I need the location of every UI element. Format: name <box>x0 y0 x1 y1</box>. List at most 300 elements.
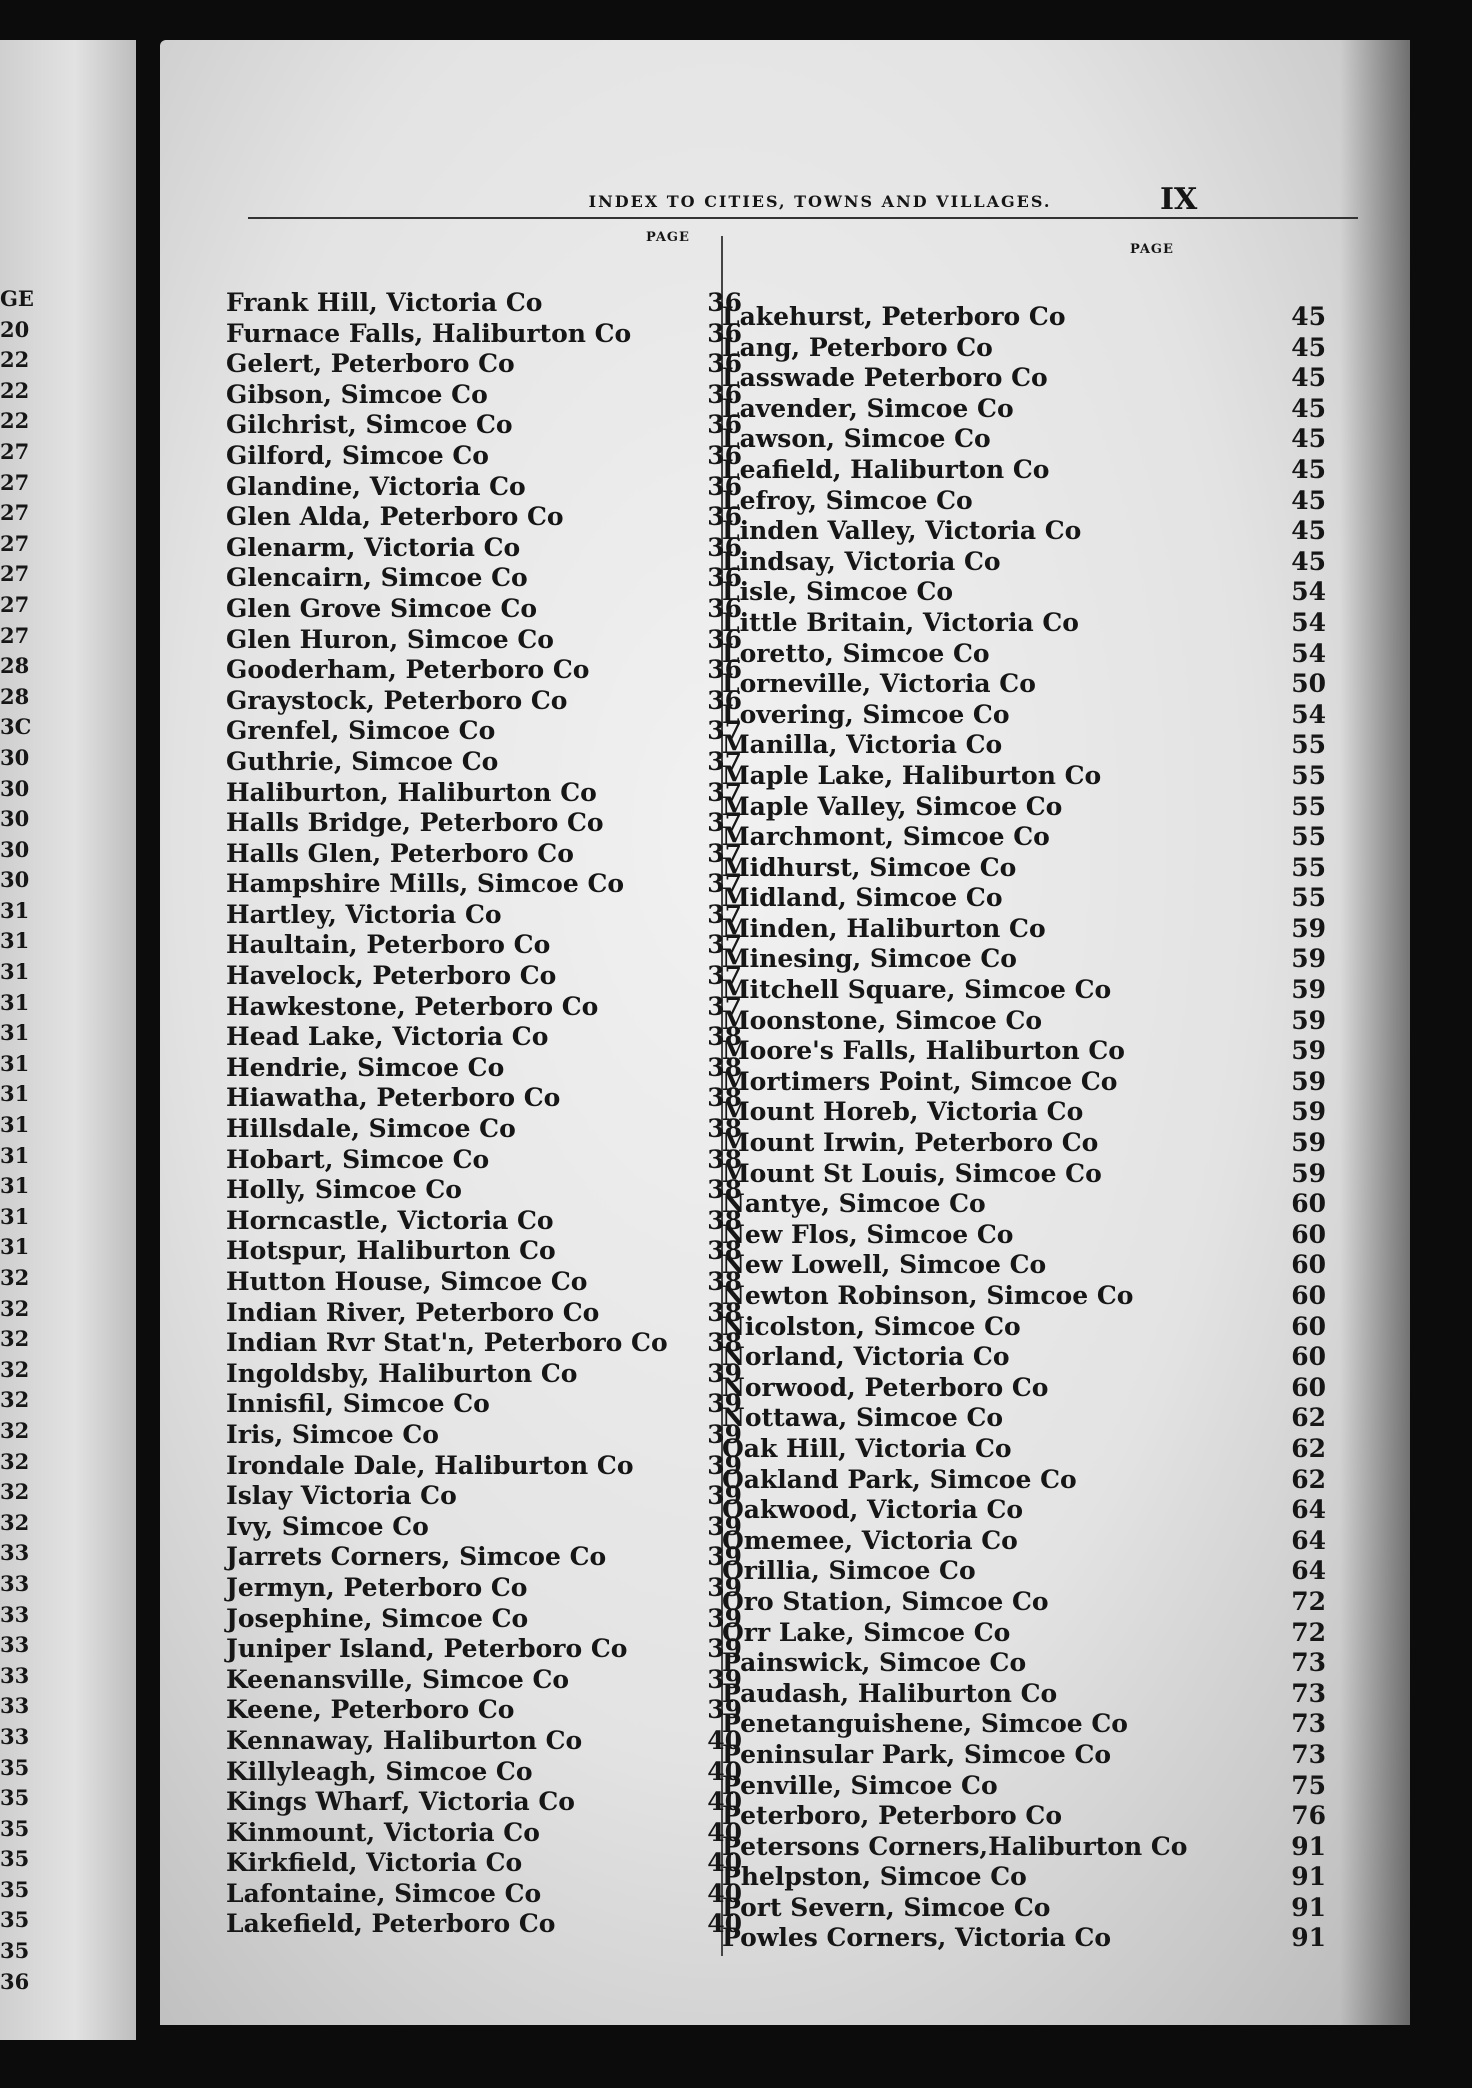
place-name: Furnace Falls, Haliburton Co <box>226 318 632 348</box>
index-entry <box>722 914 1352 945</box>
facing-page-numbers <box>0 284 34 1997</box>
place-name: Lafontaine, Simcoe Co <box>226 1878 542 1908</box>
page-ref: 39 <box>707 1481 742 1511</box>
page-ref: 40 <box>707 1878 742 1908</box>
facing-page-number: 31 <box>0 959 30 985</box>
facing-page-number: 30 <box>0 806 30 832</box>
index-entry <box>722 1526 1352 1557</box>
index-entry <box>722 1281 1352 1312</box>
index-entry <box>722 1189 1352 1220</box>
place-name: Paudash, Haliburton Co <box>722 1678 1058 1708</box>
page-ref: 75 <box>1291 1770 1326 1800</box>
place-name: Kinmount, Victoria Co <box>226 1817 540 1847</box>
facing-page-number: 28 <box>0 653 30 679</box>
place-name: Norwood, Peterboro Co <box>722 1372 1049 1402</box>
page-ref: 54 <box>1291 577 1326 607</box>
index-entry <box>226 624 742 656</box>
index-entry <box>226 1725 742 1757</box>
index-entry <box>722 639 1352 670</box>
page-ref: 38 <box>707 1083 742 1113</box>
facing-page-number: 32 <box>0 1295 30 1321</box>
page-ref: 36 <box>707 593 742 623</box>
page-ref: 38 <box>707 1175 742 1205</box>
index-entry <box>226 1787 742 1818</box>
page-ref: 45 <box>1291 485 1326 515</box>
index-entry <box>722 944 1352 975</box>
page-ref: 36 <box>707 502 742 532</box>
facing-page-number: 33 <box>0 1570 30 1596</box>
place-name: Minden, Haliburton Co <box>722 913 1046 943</box>
page-ref: 40 <box>707 1848 742 1878</box>
facing-page-number: 33 <box>0 1723 30 1749</box>
place-name: Moonstone, Simcoe Co <box>722 1005 1043 1035</box>
page-ref: 76 <box>1291 1801 1326 1831</box>
facing-page-number: 22 <box>0 377 30 403</box>
page-ref: 36 <box>707 349 742 379</box>
index-entry <box>722 1128 1352 1159</box>
place-name: Kings Wharf, Victoria Co <box>226 1787 575 1817</box>
index-entry <box>226 1389 742 1420</box>
page-ref: 60 <box>1291 1250 1326 1280</box>
place-name: Frank Hill, Victoria Co <box>226 288 543 317</box>
index-entry <box>722 363 1352 394</box>
facing-page-number: 27 <box>0 438 30 464</box>
place-name: Oro Station, Simcoe Co <box>722 1586 1049 1616</box>
page-ref: 37 <box>707 991 742 1021</box>
page-ref: 62 <box>1291 1433 1326 1463</box>
index-entry <box>722 761 1352 792</box>
page-ref: 64 <box>1291 1495 1326 1525</box>
place-name: Nicolston, Simcoe Co <box>722 1311 1021 1341</box>
facing-page-number: 35 <box>0 1846 30 1872</box>
page-ref: 91 <box>1291 1923 1326 1953</box>
facing-page-number: 36 <box>0 1968 30 1994</box>
index-entry <box>722 1465 1352 1496</box>
place-name: Nottawa, Simcoe Co <box>722 1403 1004 1433</box>
page-ref: 91 <box>1291 1831 1326 1861</box>
page-ref: 91 <box>1291 1862 1326 1892</box>
page-ref: 39 <box>707 1358 742 1388</box>
page-ref: 36 <box>707 410 742 440</box>
index-entry <box>226 1817 742 1849</box>
facing-page-number: 35 <box>0 1815 30 1841</box>
index-entry <box>226 1052 742 1084</box>
index-entry <box>722 516 1352 547</box>
index-entry <box>226 655 742 686</box>
page-ref: 50 <box>1291 669 1326 699</box>
index-entry <box>226 288 742 319</box>
place-name: Orillia, Simcoe Co <box>722 1556 976 1586</box>
page-ref: 72 <box>1291 1617 1326 1647</box>
facing-page-number: 27 <box>0 469 30 495</box>
facing-page-number: 35 <box>0 1754 30 1780</box>
index-entry <box>722 1618 1352 1649</box>
facing-page-number: 33 <box>0 1632 30 1658</box>
index-entry <box>226 685 742 717</box>
place-name: Maple Lake, Haliburton Co <box>722 760 1102 790</box>
place-name: Glencairn, Simcoe Co <box>226 563 528 593</box>
page-ref: 59 <box>1291 1066 1326 1096</box>
page-ref: 45 <box>1291 454 1326 484</box>
page-ref: 36 <box>707 532 742 562</box>
place-name: Innisfil, Simcoe Co <box>226 1389 490 1419</box>
index-entry <box>226 1358 742 1390</box>
page-ref: 45 <box>1291 424 1326 454</box>
place-name: Iris, Simcoe Co <box>226 1419 439 1449</box>
facing-page-number: 31 <box>0 1173 30 1199</box>
page-ref: 64 <box>1291 1525 1326 1555</box>
facing-page-number: 32 <box>0 1417 30 1443</box>
index-entry <box>722 1312 1352 1343</box>
index-entry <box>226 1175 742 1206</box>
index-entry <box>226 440 742 472</box>
place-name: Gilchrist, Simcoe Co <box>226 410 513 440</box>
page-ref: 36 <box>707 655 742 685</box>
index-entry <box>226 716 742 747</box>
index-entry <box>722 1067 1352 1098</box>
page-ref: 38 <box>707 1052 742 1082</box>
place-name: Lindsay, Victoria Co <box>722 546 1001 576</box>
place-name: Hartley, Victoria Co <box>226 899 502 929</box>
page-column-label-left: PAGE <box>646 230 690 245</box>
index-entry <box>722 1006 1352 1037</box>
place-name: Powles Corners, Victoria Co <box>722 1923 1112 1953</box>
place-name: Lisle, Simcoe Co <box>722 577 954 607</box>
place-name: Nantye, Simcoe Co <box>722 1189 986 1219</box>
facing-page-number: 31 <box>0 1112 30 1138</box>
index-entry <box>226 869 742 900</box>
page-ref: 37 <box>707 746 742 776</box>
facing-page-number: 30 <box>0 775 30 801</box>
page-ref: 36 <box>707 563 742 593</box>
place-name: Lovering, Simcoe Co <box>722 699 1010 729</box>
page-ref: 38 <box>707 1328 742 1358</box>
page-ref: 59 <box>1291 1097 1326 1127</box>
place-name: Guthrie, Simcoe Co <box>226 746 499 776</box>
place-name: Glenarm, Victoria Co <box>226 532 521 562</box>
place-name: Gelert, Peterboro Co <box>226 349 515 379</box>
place-name: Killyleagh, Simcoe Co <box>226 1756 533 1786</box>
page-ref: 91 <box>1291 1892 1326 1922</box>
index-entry <box>722 1709 1352 1740</box>
page-ref: 36 <box>707 379 742 409</box>
facing-page-number: 32 <box>0 1387 30 1413</box>
index-entry <box>722 1771 1352 1802</box>
place-name: Hiawatha, Peterboro Co <box>226 1083 561 1113</box>
page-ref: 55 <box>1291 730 1326 760</box>
page-ref: 60 <box>1291 1189 1326 1219</box>
page-ref: 45 <box>1291 516 1326 546</box>
page-ref: 38 <box>707 1144 742 1174</box>
place-name: Holly, Simcoe Co <box>226 1175 462 1205</box>
index-entry <box>722 1097 1352 1128</box>
place-name: New Lowell, Simcoe Co <box>722 1250 1047 1280</box>
index-entry <box>226 746 742 778</box>
place-name: Lavender, Simcoe Co <box>722 393 1014 423</box>
place-name: Hutton House, Simcoe Co <box>226 1267 588 1296</box>
index-entry <box>722 1403 1352 1434</box>
running-header: INDEX TO CITIES, TOWNS AND VILLAGES. <box>588 192 1052 211</box>
facing-page-number: 33 <box>0 1693 30 1719</box>
place-name: Grenfel, Simcoe Co <box>226 716 496 746</box>
facing-page-number: 31 <box>0 1050 30 1076</box>
page-ref: 39 <box>707 1664 742 1694</box>
index-entry <box>722 1862 1352 1893</box>
facing-page-number: 27 <box>0 591 30 617</box>
facing-page-number: 20 <box>0 316 30 342</box>
index-entry <box>226 1878 742 1910</box>
index-entry <box>226 1664 742 1696</box>
index-entry <box>722 1036 1352 1067</box>
index-entry <box>226 1695 742 1726</box>
facing-page-number: 32 <box>0 1509 30 1535</box>
place-name: Havelock, Peterboro Co <box>226 961 557 991</box>
page-number: IX <box>1160 182 1198 217</box>
index-entry <box>226 1848 742 1879</box>
place-name: Little Britain, Victoria Co <box>722 607 1079 637</box>
index-entry <box>226 593 742 625</box>
index-entry <box>722 730 1352 761</box>
facing-page-edge <box>0 40 136 2040</box>
index-entry <box>226 991 742 1023</box>
place-name: Mount Irwin, Peterboro Co <box>722 1128 1099 1158</box>
facing-page-number: 32 <box>0 1356 30 1382</box>
place-name: Lang, Peterboro Co <box>722 332 993 362</box>
page-ref: 39 <box>707 1419 742 1449</box>
index-entry <box>722 1801 1352 1832</box>
index-entry <box>722 1679 1352 1710</box>
index-entry <box>226 1114 742 1145</box>
place-name: Indian Rvr Stat'n, Peterboro Co <box>226 1328 668 1358</box>
index-entry <box>226 1481 742 1512</box>
index-entry <box>722 1832 1352 1863</box>
place-name: Lakehurst, Peterboro Co <box>722 302 1066 331</box>
place-name: Haultain, Peterboro Co <box>226 930 551 960</box>
place-name: Halls Bridge, Peterboro Co <box>226 808 604 838</box>
place-name: Ingoldsby, Haliburton Co <box>226 1358 578 1388</box>
place-name: Ivy, Simcoe Co <box>226 1511 429 1541</box>
facing-page-number: 31 <box>0 1020 30 1046</box>
place-name: Haliburton, Haliburton Co <box>226 777 597 807</box>
index-entry <box>722 394 1352 425</box>
facing-page-number: 22 <box>0 408 30 434</box>
index-entry <box>226 563 742 594</box>
page-ref: 39 <box>707 1572 742 1602</box>
index-entry <box>722 1740 1352 1771</box>
facing-page-number: 28 <box>0 683 30 709</box>
facing-page-number: 31 <box>0 928 30 954</box>
index-entry <box>722 302 1352 333</box>
place-name: Linden Valley, Victoria Co <box>722 516 1082 546</box>
index-entry <box>722 1648 1352 1679</box>
facing-page-number: GE <box>0 286 34 311</box>
place-name: Mount St Louis, Simcoe Co <box>722 1158 1102 1188</box>
page-ref: 55 <box>1291 852 1326 882</box>
index-entry <box>722 1587 1352 1618</box>
facing-page-number: 27 <box>0 530 30 556</box>
facing-page-number: 31 <box>0 989 30 1015</box>
index-entry <box>722 486 1352 517</box>
index-entry <box>226 930 742 961</box>
place-name: Mount Horeb, Victoria Co <box>722 1097 1084 1127</box>
index-entry <box>722 1923 1352 1954</box>
facing-page-number: 30 <box>0 836 30 862</box>
place-name: Newton Robinson, Simcoe Co <box>722 1281 1134 1310</box>
page-ref: 38 <box>707 1022 742 1052</box>
page-ref: 73 <box>1291 1648 1326 1678</box>
place-name: Hotspur, Haliburton Co <box>226 1236 556 1266</box>
index-entry <box>722 700 1352 731</box>
page-ref: 45 <box>1291 302 1326 331</box>
place-name: Glen Grove Simcoe Co <box>226 593 538 623</box>
place-name: Jermyn, Peterboro Co <box>226 1572 528 1602</box>
facing-page-number: 27 <box>0 500 30 526</box>
facing-page-number: 27 <box>0 622 30 648</box>
page-ref: 59 <box>1291 975 1326 1005</box>
page-ref: 64 <box>1291 1556 1326 1586</box>
page-ref: 36 <box>707 318 742 348</box>
index-entry <box>722 883 1352 914</box>
page-ref: 54 <box>1291 607 1326 637</box>
facing-page-number: 35 <box>0 1785 30 1811</box>
page-ref: 39 <box>707 1511 742 1541</box>
page-ref: 36 <box>707 471 742 501</box>
place-name: Lorneville, Victoria Co <box>722 669 1036 699</box>
index-entry <box>722 1434 1352 1465</box>
page-ref: 45 <box>1291 546 1326 576</box>
index-entry <box>226 777 742 809</box>
page-ref: 73 <box>1291 1678 1326 1708</box>
facing-page-number: 27 <box>0 561 30 587</box>
page-ref: 59 <box>1291 944 1326 974</box>
place-name: Gilford, Simcoe Co <box>226 440 489 470</box>
page-ref: 37 <box>707 869 742 899</box>
place-name: Gooderham, Peterboro Co <box>226 655 590 685</box>
facing-page-number: 31 <box>0 1234 30 1260</box>
facing-page-number: 35 <box>0 1938 30 1964</box>
place-name: Islay Victoria Co <box>226 1481 457 1511</box>
index-entry <box>226 532 742 564</box>
left-index-column <box>226 288 742 1940</box>
index-entry <box>722 1159 1352 1190</box>
index-entry <box>226 838 742 870</box>
index-entry <box>226 1236 742 1267</box>
place-name: Hillsdale, Simcoe Co <box>226 1114 516 1144</box>
place-name: Midhurst, Simcoe Co <box>722 852 1017 882</box>
page-ref: 39 <box>707 1603 742 1633</box>
place-name: Keenansville, Simcoe Co <box>226 1664 570 1694</box>
facing-page-number: 32 <box>0 1479 30 1505</box>
place-name: Glen Huron, Simcoe Co <box>226 624 554 654</box>
page-ref: 38 <box>707 1114 742 1144</box>
index-entry <box>226 808 742 839</box>
facing-page-number: 33 <box>0 1540 30 1566</box>
page-ref: 54 <box>1291 699 1326 729</box>
place-name: Lawson, Simcoe Co <box>722 424 991 454</box>
page-ref: 59 <box>1291 913 1326 943</box>
page-ref: 37 <box>707 808 742 838</box>
place-name: Hawkestone, Peterboro Co <box>226 991 599 1021</box>
place-name: Manilla, Victoria Co <box>722 730 1003 760</box>
page-ref: 60 <box>1291 1342 1326 1372</box>
facing-page-number: 32 <box>0 1265 30 1290</box>
place-name: Jarrets Corners, Simcoe Co <box>226 1542 607 1572</box>
index-entry <box>226 410 742 441</box>
page-ref: 59 <box>1291 1005 1326 1035</box>
index-entry <box>722 1220 1352 1251</box>
page-ref: 39 <box>707 1450 742 1480</box>
index-entry <box>722 608 1352 639</box>
place-name: Glandine, Victoria Co <box>226 471 526 501</box>
index-entry <box>722 1893 1352 1924</box>
page-ref: 39 <box>707 1542 742 1572</box>
place-name: Midland, Simcoe Co <box>722 883 1003 913</box>
page-ref: 59 <box>1291 1128 1326 1158</box>
place-name: Penville, Simcoe Co <box>722 1770 998 1800</box>
page-ref: 38 <box>707 1205 742 1235</box>
facing-page-number: 31 <box>0 1081 30 1107</box>
place-name: Painswick, Simcoe Co <box>722 1648 1027 1678</box>
page-shadow <box>1340 40 1410 2025</box>
page-ref: 55 <box>1291 883 1326 913</box>
place-name: Mitchell Square, Simcoe Co <box>722 975 1112 1005</box>
page-ref: 39 <box>707 1695 742 1725</box>
index-entry <box>226 1634 742 1665</box>
header-rule <box>248 217 1358 219</box>
page-ref: 40 <box>707 1909 742 1939</box>
index-entry <box>226 379 742 411</box>
index-entry <box>722 455 1352 486</box>
page-ref: 36 <box>707 288 742 317</box>
index-entry <box>226 1511 742 1543</box>
place-name: Moore's Falls, Haliburton Co <box>722 1036 1125 1066</box>
page-ref: 38 <box>707 1236 742 1266</box>
page-ref: 60 <box>1291 1311 1326 1341</box>
index-entry <box>722 1495 1352 1526</box>
place-name: Kennaway, Haliburton Co <box>226 1725 583 1755</box>
place-name: Irondale Dale, Haliburton Co <box>226 1450 634 1480</box>
index-entry <box>722 1250 1352 1281</box>
page-ref: 45 <box>1291 393 1326 423</box>
place-name: Indian River, Peterboro Co <box>226 1297 600 1327</box>
place-name: Peterboro, Peterboro Co <box>722 1801 1063 1831</box>
place-name: Marchmont, Simcoe Co <box>722 822 1050 852</box>
place-name: Maple Valley, Simcoe Co <box>722 791 1063 821</box>
page-ref: 36 <box>707 685 742 715</box>
index-entry <box>722 333 1352 364</box>
page-column-label-right: PAGE <box>1130 242 1174 257</box>
place-name: Petersons Corners,Haliburton Co <box>722 1831 1188 1861</box>
page-ref: 38 <box>707 1267 742 1296</box>
index-entry <box>722 975 1352 1006</box>
page-ref: 37 <box>707 777 742 807</box>
facing-page-number: 30 <box>0 744 30 770</box>
facing-page-number: 31 <box>0 897 30 923</box>
index-entry <box>226 961 742 992</box>
index-page <box>160 40 1410 2025</box>
page-ref: 37 <box>707 930 742 960</box>
index-entry <box>722 1342 1352 1373</box>
place-name: Gibson, Simcoe Co <box>226 379 488 409</box>
page-ref: 60 <box>1291 1281 1326 1310</box>
index-entry <box>722 853 1352 884</box>
index-entry <box>722 669 1352 700</box>
right-index-column <box>722 302 1352 1954</box>
index-entry <box>226 1267 742 1298</box>
page-ref: 45 <box>1291 332 1326 362</box>
index-entry <box>722 792 1352 823</box>
facing-page-number: 31 <box>0 1203 30 1229</box>
